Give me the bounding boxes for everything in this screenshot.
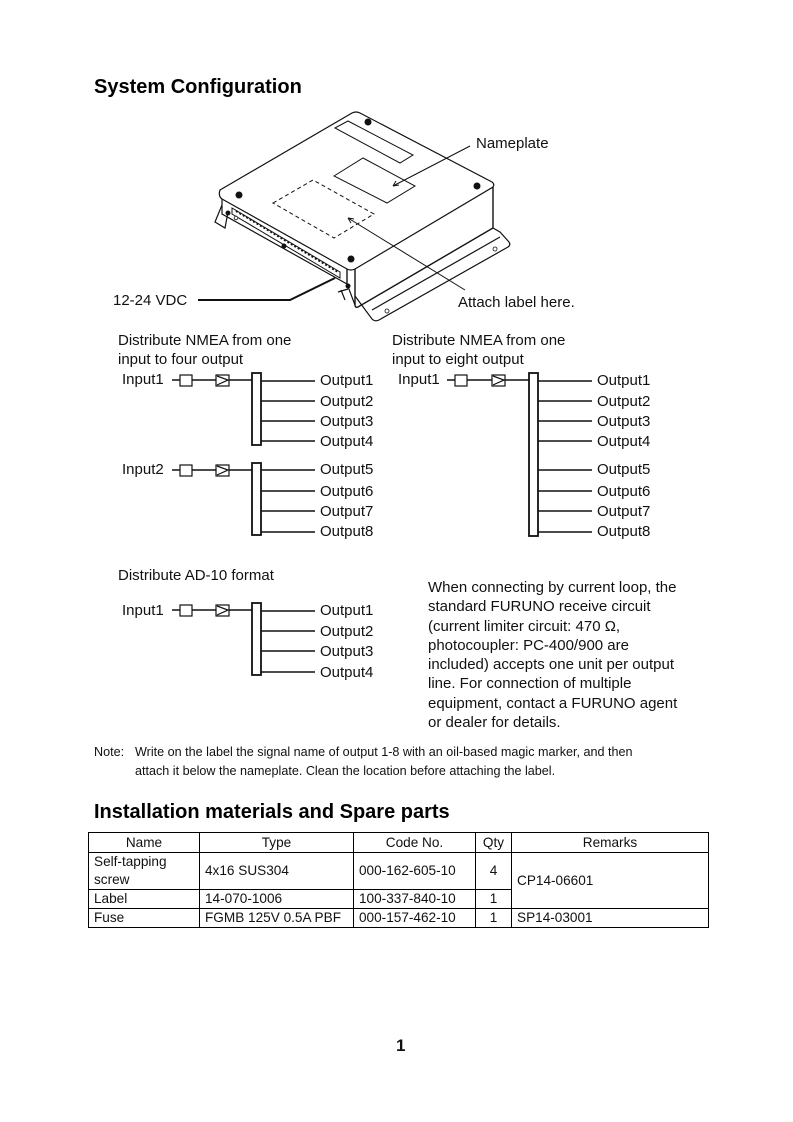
input-label: Input1 — [122, 602, 164, 619]
output-label: Output1 — [320, 602, 374, 619]
output-label: Output4 — [597, 433, 651, 450]
cell-type: 14-070-1006 — [200, 890, 354, 909]
note-text-line2: attach it below the nameplate. Clean the location before attaching the label. — [135, 764, 556, 778]
cell-remarks: CP14-06601 — [512, 853, 709, 909]
cell-code: 100-337-840-10 — [354, 890, 476, 909]
nameplate-label: Nameplate — [476, 135, 549, 152]
note-text-line1: Write on the label the signal name of output 1-8 with an oil-based magic marker, and then — [135, 745, 633, 759]
device-top-face — [219, 112, 493, 270]
text-line: line. For connection of multiple — [428, 675, 632, 693]
diagram-ad10-title: Distribute AD-10 format — [118, 567, 274, 584]
text-line: or dealer for details. — [428, 714, 561, 732]
output-label: Output8 — [597, 523, 651, 540]
cell-qty: 4 — [476, 853, 512, 890]
cell-name: Label — [89, 890, 200, 909]
current-loop-explanation — [428, 578, 708, 732]
column-header-type: Type — [200, 833, 354, 853]
note-label: Note: — [94, 745, 125, 759]
text-line: (current limiter circuit: 470 Ω, — [428, 617, 621, 635]
cell-code: 000-157-462-10 — [354, 909, 476, 928]
output-label: Output3 — [320, 413, 374, 430]
table-row — [89, 909, 709, 928]
input-label: Input2 — [122, 461, 164, 478]
cell-qty: 1 — [476, 909, 512, 928]
power-leader — [198, 278, 335, 300]
block-diagram-eight-output — [447, 373, 592, 536]
diagram-four-output-subtitle: input to four output — [118, 351, 244, 368]
cell-name: Fuse — [89, 909, 200, 928]
output-label: Output3 — [320, 643, 374, 660]
input-label: Input1 — [122, 371, 164, 388]
text-line: included) accepts one unit per output — [428, 656, 674, 674]
output-label: Output6 — [597, 483, 651, 500]
output-label: Output2 — [597, 393, 651, 410]
output-label: Output4 — [320, 664, 374, 681]
diagram-eight-output-title: Distribute NMEA from one — [392, 332, 566, 349]
text-line: equipment, contact a FURUNO agent — [428, 694, 678, 712]
output-label: Output4 — [320, 433, 374, 450]
cell-code: 000-162-605-10 — [354, 853, 476, 890]
diagram-eight-output-subtitle: input to eight output — [392, 351, 524, 368]
block-diagram-four-output — [172, 373, 315, 535]
block-diagram-ad10 — [172, 603, 315, 675]
page-number: 1 — [396, 1036, 406, 1055]
output-label: Output7 — [320, 503, 374, 520]
input-label: Input1 — [398, 371, 440, 388]
output-label: Output2 — [320, 623, 374, 640]
power-supply-label: 12-24 VDC — [113, 292, 188, 309]
section-title-installation-materials: Installation materials and Spare parts — [94, 801, 450, 823]
attach-label-here-label: Attach label here. — [458, 294, 575, 311]
output-label: Output5 — [597, 461, 651, 478]
column-header-qty: Qty — [476, 833, 512, 853]
output-label: Output7 — [597, 503, 651, 520]
output-label: Output2 — [320, 393, 374, 410]
table-row — [89, 853, 709, 890]
output-label: Output1 — [320, 372, 374, 389]
text-line: photocoupler: PC-400/900 are — [428, 636, 629, 654]
output-label: Output5 — [320, 461, 374, 478]
device-illustration — [198, 112, 510, 321]
cell-name: Self-tapping screw — [89, 853, 200, 890]
installation-materials-table — [88, 832, 709, 928]
cell-qty: 1 — [476, 890, 512, 909]
output-label: Output1 — [597, 372, 651, 389]
output-label: Output6 — [320, 483, 374, 500]
table-header-row — [89, 833, 709, 853]
cell-type: FGMB 125V 0.5A PBF — [200, 909, 354, 928]
column-header-name: Name — [89, 833, 200, 853]
text-line: standard FURUNO receive circuit — [428, 598, 651, 616]
output-label: Output8 — [320, 523, 374, 540]
cell-type: 4x16 SUS304 — [200, 853, 354, 890]
output-label: Output3 — [597, 413, 651, 430]
column-header-code: Code No. — [354, 833, 476, 853]
section-title-system-configuration: System Configuration — [94, 76, 302, 98]
column-header-remarks: Remarks — [512, 833, 709, 853]
diagram-four-output-title: Distribute NMEA from one — [118, 332, 292, 349]
text-line: When connecting by current loop, the — [428, 579, 677, 596]
cell-remarks: SP14-03001 — [512, 909, 709, 928]
